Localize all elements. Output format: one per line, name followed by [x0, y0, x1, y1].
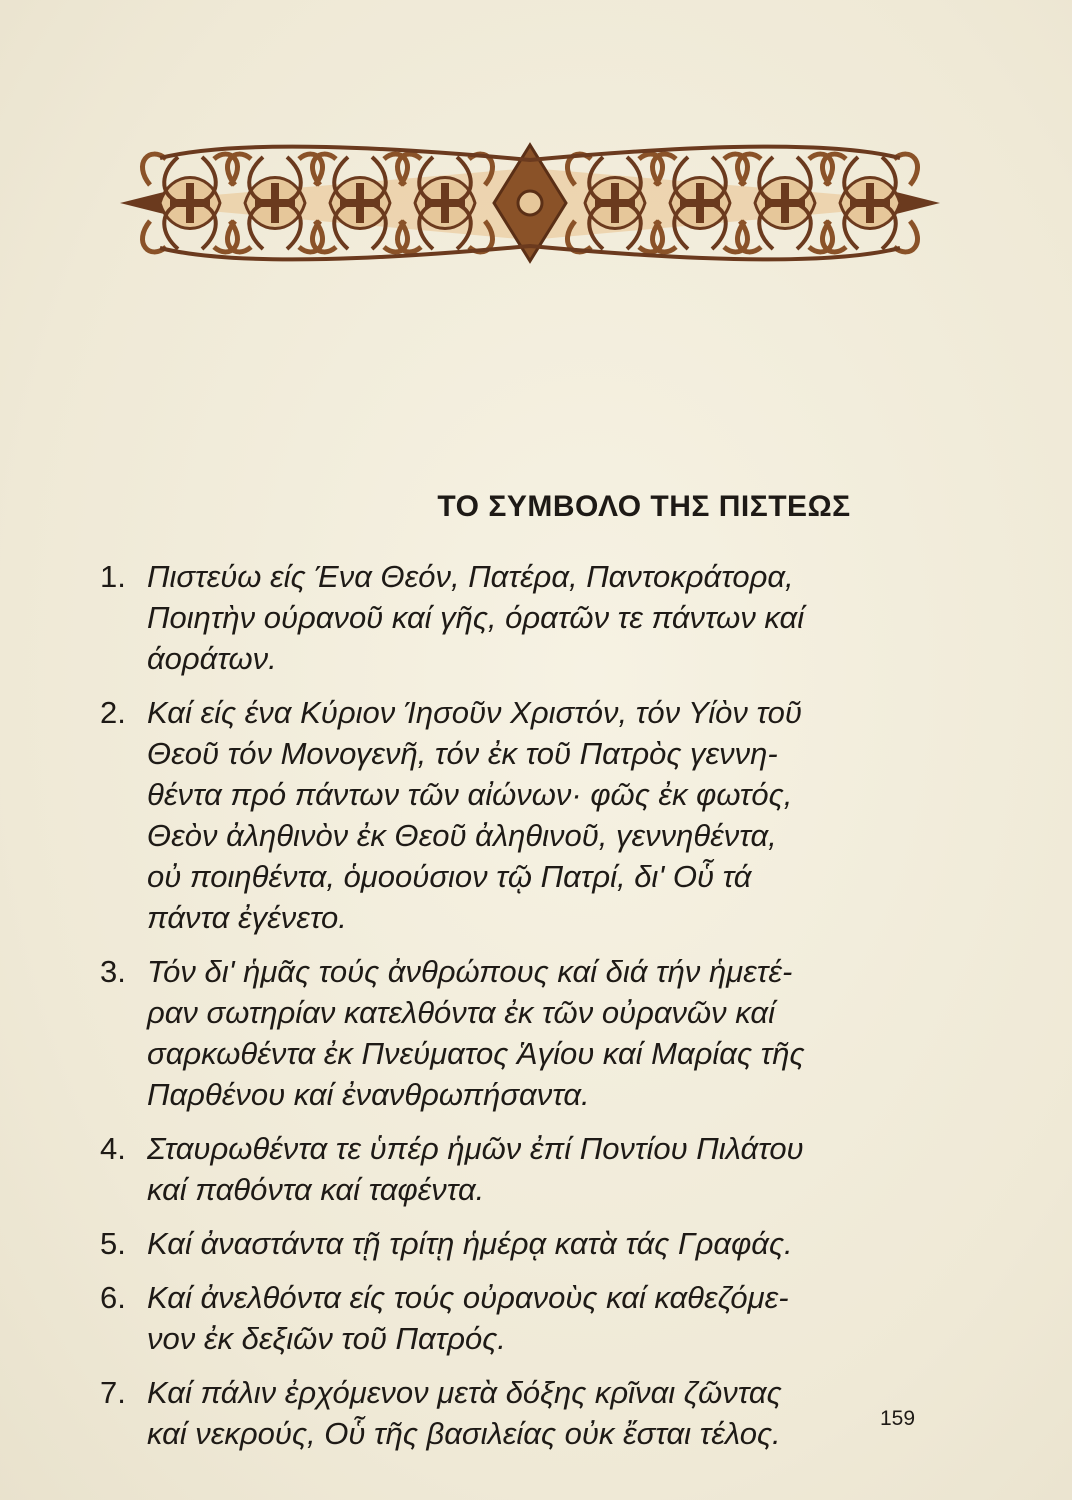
article-number: 4. [100, 1131, 126, 1166]
page-number: 159 [880, 1407, 916, 1430]
article-line: θέντα πρό πάντων τῶν αἰώνων· φῶς ἐκ φωτός, [147, 777, 793, 812]
article-line: σαρκωθέντα ἐκ Πνεύματος Ἁγίου καί Μαρίας τῆς [147, 1036, 805, 1071]
article-line: Καί πάλιν ἐρχόμενον μετὰ δόξης κρῖναι ζῶντας [147, 1375, 782, 1410]
creed-article [100, 1128, 935, 1210]
article-number: 1. [100, 559, 126, 594]
article-line: Θεοῦ τόν Μονογενῆ, τόν ἐκ τοῦ Πατρὸς γεννη- [147, 736, 778, 771]
article-line: νον ἐκ δεξιῶν τοῦ Πατρός. [147, 1321, 506, 1356]
article-line: Καί είς ένα Κύριον Ίησοῦν Χριστόν, τόν Υίὸν τοῦ [147, 695, 802, 730]
article-line: Καί ἀναστάντα τῇ τρίτῃ ἡμέρᾳ κατὰ τάς Γραφάς. [147, 1226, 793, 1261]
article-line: Παρθένου καί ἐνανθρωπήσαντα. [147, 1077, 590, 1112]
page-title: ΤΟ ΣΥΜΒΟΛΟ ΤΗΣ ΠΙΣΤΕΩΣ [437, 490, 851, 523]
article-number: 7. [100, 1375, 126, 1410]
byzantine-ornament-icon [100, 128, 960, 278]
article-line: οὐ ποιηθέντα, ὁμοούσιον τῷ Πατρί, δι' Οὗ τά [147, 859, 752, 894]
article-line: άοράτων. [147, 641, 277, 676]
article-number: 6. [100, 1280, 126, 1315]
creed-article [100, 1372, 935, 1454]
article-line: Πιστεύω είς Ένα Θεόν, Πατέρα, Παντοκράτορα, [147, 559, 794, 594]
article-number: 5. [100, 1226, 126, 1261]
article-line: Τόν δι' ἡμᾶς τούς ἀνθρώπους καί διά τήν ἡμετέ- [147, 954, 793, 989]
creed-article [100, 692, 935, 938]
creed-article [100, 1277, 935, 1359]
creed-article [100, 1223, 935, 1264]
article-line: ραν σωτηρίαν κατελθόντα ἐκ τῶν οὐρανῶν καί [147, 995, 775, 1030]
article-line: πάντα ἐγένετο. [147, 900, 347, 935]
creed-article [100, 951, 935, 1115]
article-line: Σταυρωθέντα τε ὑπέρ ἡμῶν ἐπί Ποντίου Πιλάτου [147, 1131, 804, 1166]
article-line: καί παθόντα καί ταφέντα. [147, 1172, 485, 1207]
article-line: Ποιητὴν ούρανοῦ καί γῆς, όρατῶν τε πάντων καί [147, 600, 805, 635]
article-line: καί νεκρούς, Οὗ τῆς βασιλείας οὐκ ἔσται τέλος. [147, 1416, 781, 1451]
article-number: 2. [100, 695, 126, 730]
creed-articles [100, 556, 935, 1467]
article-line: Καί ἀνελθόντα είς τούς οὐρανοὺς καί καθεζόμε- [147, 1280, 789, 1315]
article-number: 3. [100, 954, 126, 989]
creed-article [100, 556, 935, 679]
article-line: Θεὸν ἀληθινὸν ἐκ Θεοῦ ἀληθινοῦ, γεννηθέντα, [147, 818, 777, 853]
